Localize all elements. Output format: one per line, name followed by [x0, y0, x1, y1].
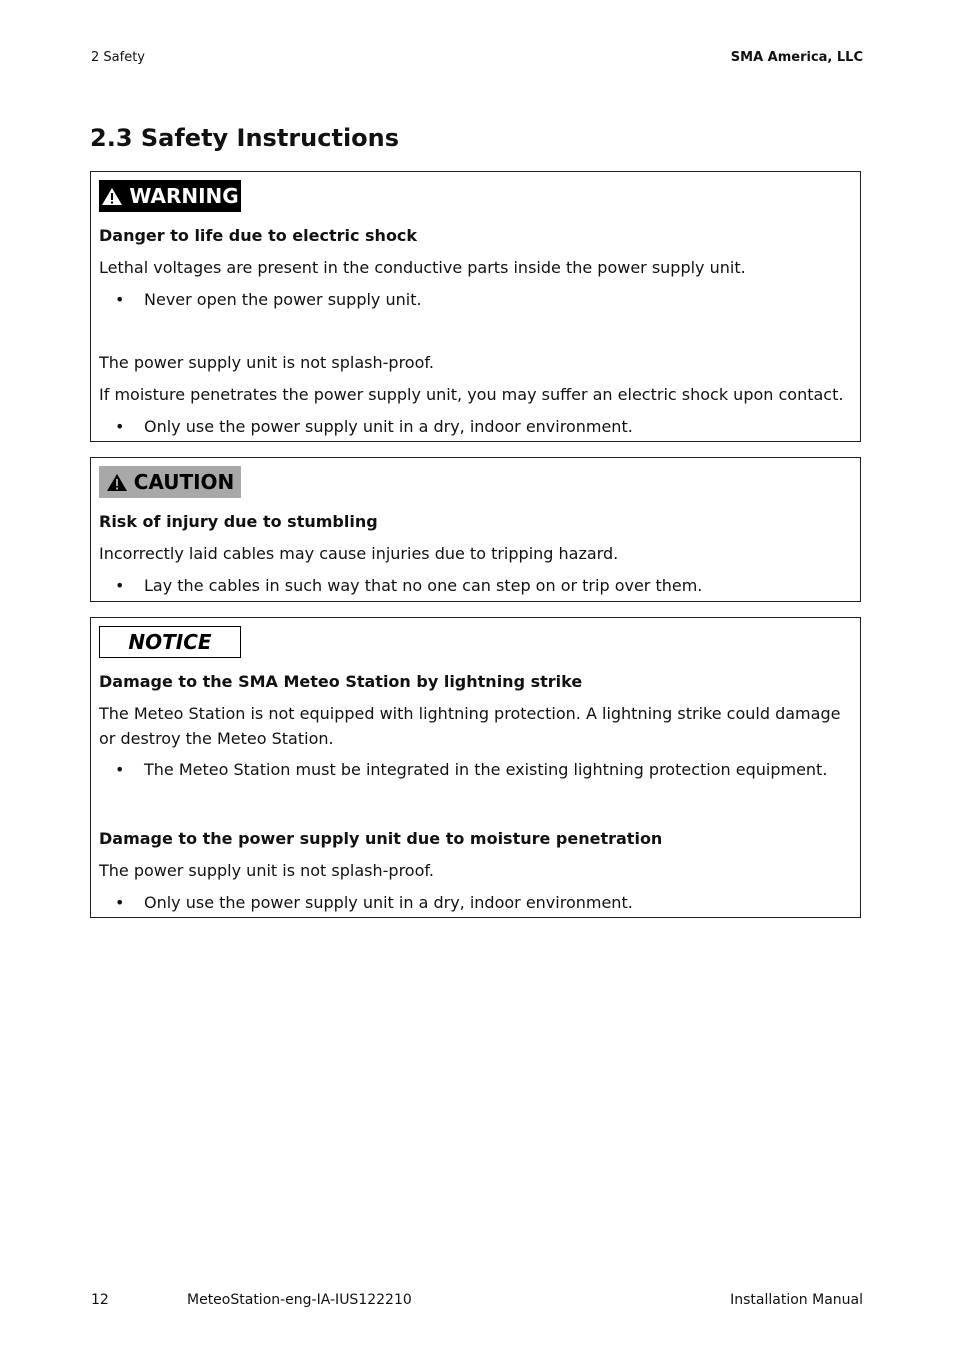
- notice-bullet-2: Only use the power supply unit in a dry, indoor environment.: [144, 893, 633, 912]
- warning-triangle-icon: [101, 187, 123, 206]
- notice-badge-label: NOTICE: [128, 630, 212, 654]
- caution-para-1: Incorrectly laid cables may cause injuries due to tripping hazard.: [99, 544, 619, 563]
- header-company: SMA America, LLC: [730, 50, 863, 65]
- bullet-symbol: •: [115, 417, 125, 436]
- notice-bullet-1: The Meteo Station must be integrated in the existing lightning protection equipment.: [144, 760, 828, 779]
- caution-badge: [99, 466, 241, 498]
- notice-heading-1: Damage to the SMA Meteo Station by lightning strike: [99, 672, 583, 691]
- notice-heading-2: Damage to the power supply unit due to moisture penetration: [99, 829, 663, 848]
- warning-badge: [99, 180, 241, 212]
- caution-heading: Risk of injury due to stumbling: [99, 512, 378, 531]
- notice-badge: [99, 626, 241, 658]
- warning-para-3: If moisture penetrates the power supply unit, you may suffer an electric shock upon contact.: [99, 385, 844, 404]
- bullet-symbol: •: [115, 893, 125, 912]
- section-title: 2.3 Safety Instructions: [90, 124, 400, 152]
- warning-heading: Danger to life due to electric shock: [99, 226, 418, 245]
- caution-bullet-1: Lay the cables in such way that no one can step on or trip over them.: [144, 576, 703, 595]
- notice-box: [90, 617, 861, 918]
- warning-bullet-1: Never open the power supply unit.: [144, 290, 422, 309]
- footer-doc-type: Installation Manual: [730, 1292, 863, 1308]
- footer-page-number: 12: [91, 1292, 109, 1308]
- warning-box: [90, 171, 861, 442]
- bullet-symbol: •: [115, 290, 125, 309]
- warning-triangle-icon: [106, 473, 128, 492]
- footer-doc-id: MeteoStation-eng-IA-IUS122210: [187, 1292, 412, 1308]
- bullet-symbol: •: [115, 576, 125, 595]
- warning-para-1: Lethal voltages are present in the conductive parts inside the power supply unit.: [99, 258, 746, 277]
- warning-para-2: The power supply unit is not splash-proof.: [99, 353, 434, 372]
- warning-bullet-2: Only use the power supply unit in a dry, indoor environment.: [144, 417, 633, 436]
- warning-badge-label: WARNING: [129, 184, 239, 208]
- header-chapter: 2 Safety: [91, 50, 145, 65]
- notice-para-1: The Meteo Station is not equipped with lightning protection. A lightning strike could damage or destroy the Meteo Station.: [99, 704, 841, 748]
- caution-box: [90, 457, 861, 602]
- notice-para-2: The power supply unit is not splash-proof.: [99, 861, 434, 880]
- bullet-symbol: •: [115, 760, 125, 779]
- caution-badge-label: CAUTION: [133, 470, 235, 494]
